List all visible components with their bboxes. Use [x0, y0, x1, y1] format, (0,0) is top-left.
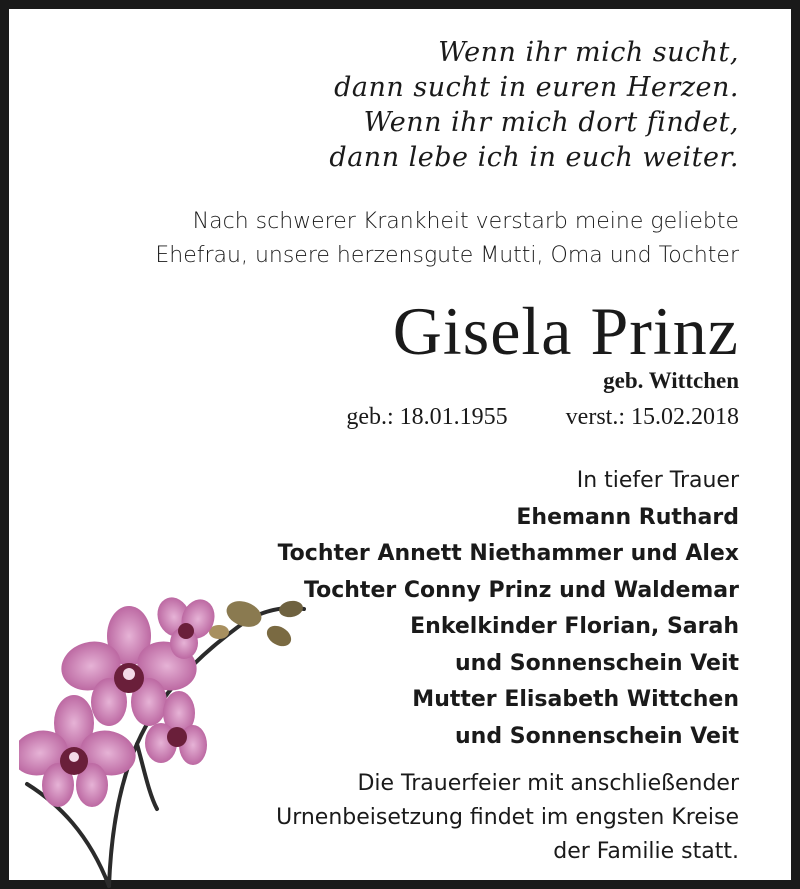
poem-line: dann sucht in euren Herzen.: [334, 72, 739, 103]
deceased-name: Gisela Prinz: [392, 293, 739, 369]
ceremony-line: Urnenbeisetzung findet im engsten Kreise: [276, 805, 739, 830]
ceremony-notice: [276, 767, 739, 869]
maiden-name: geb. Wittchen: [603, 368, 739, 393]
orchid-buds: [209, 597, 304, 651]
poem-line: Wenn ihr mich dort findet,: [363, 107, 739, 138]
announcement-line: Ehefrau, unsere herzensgute Mutti, Oma und Tochter: [155, 243, 739, 268]
mourner-line: Tochter Conny Prinz und Waldemar: [304, 577, 739, 603]
poem-line: dann lebe ich in euch weiter.: [329, 142, 739, 173]
memorial-poem: [329, 35, 739, 175]
life-dates: [346, 402, 739, 432]
poem-line: Wenn ihr mich sucht,: [438, 37, 739, 68]
death-date: verst.: 15.02.2018: [565, 404, 739, 430]
mourner-line: Enkelkinder Florian, Sarah: [410, 614, 739, 639]
orchid-illustration: [19, 594, 319, 889]
ceremony-line: der Familie statt.: [553, 839, 739, 864]
mourner-line: Mutter Elisabeth Wittchen: [412, 687, 739, 712]
mourner-line: Tochter Annett Niethammer und Alex: [277, 541, 739, 566]
mourner-line: und Sonnenschein Veit: [455, 650, 739, 676]
death-announcement: [155, 205, 739, 273]
announcement-line: Nach schwerer Krankheit verstarb meine geliebte: [192, 209, 739, 234]
mourners-list: [278, 463, 739, 755]
birth-date: geb.: 18.01.1955: [346, 404, 508, 430]
ceremony-line: Die Trauerfeier mit anschließender: [357, 771, 739, 796]
mourning-heading: In tiefer Trauer: [576, 468, 739, 493]
mourner-line: und Sonnenschein Veit: [455, 723, 739, 749]
mourner-line: Ehemann Ruthard: [516, 504, 739, 530]
